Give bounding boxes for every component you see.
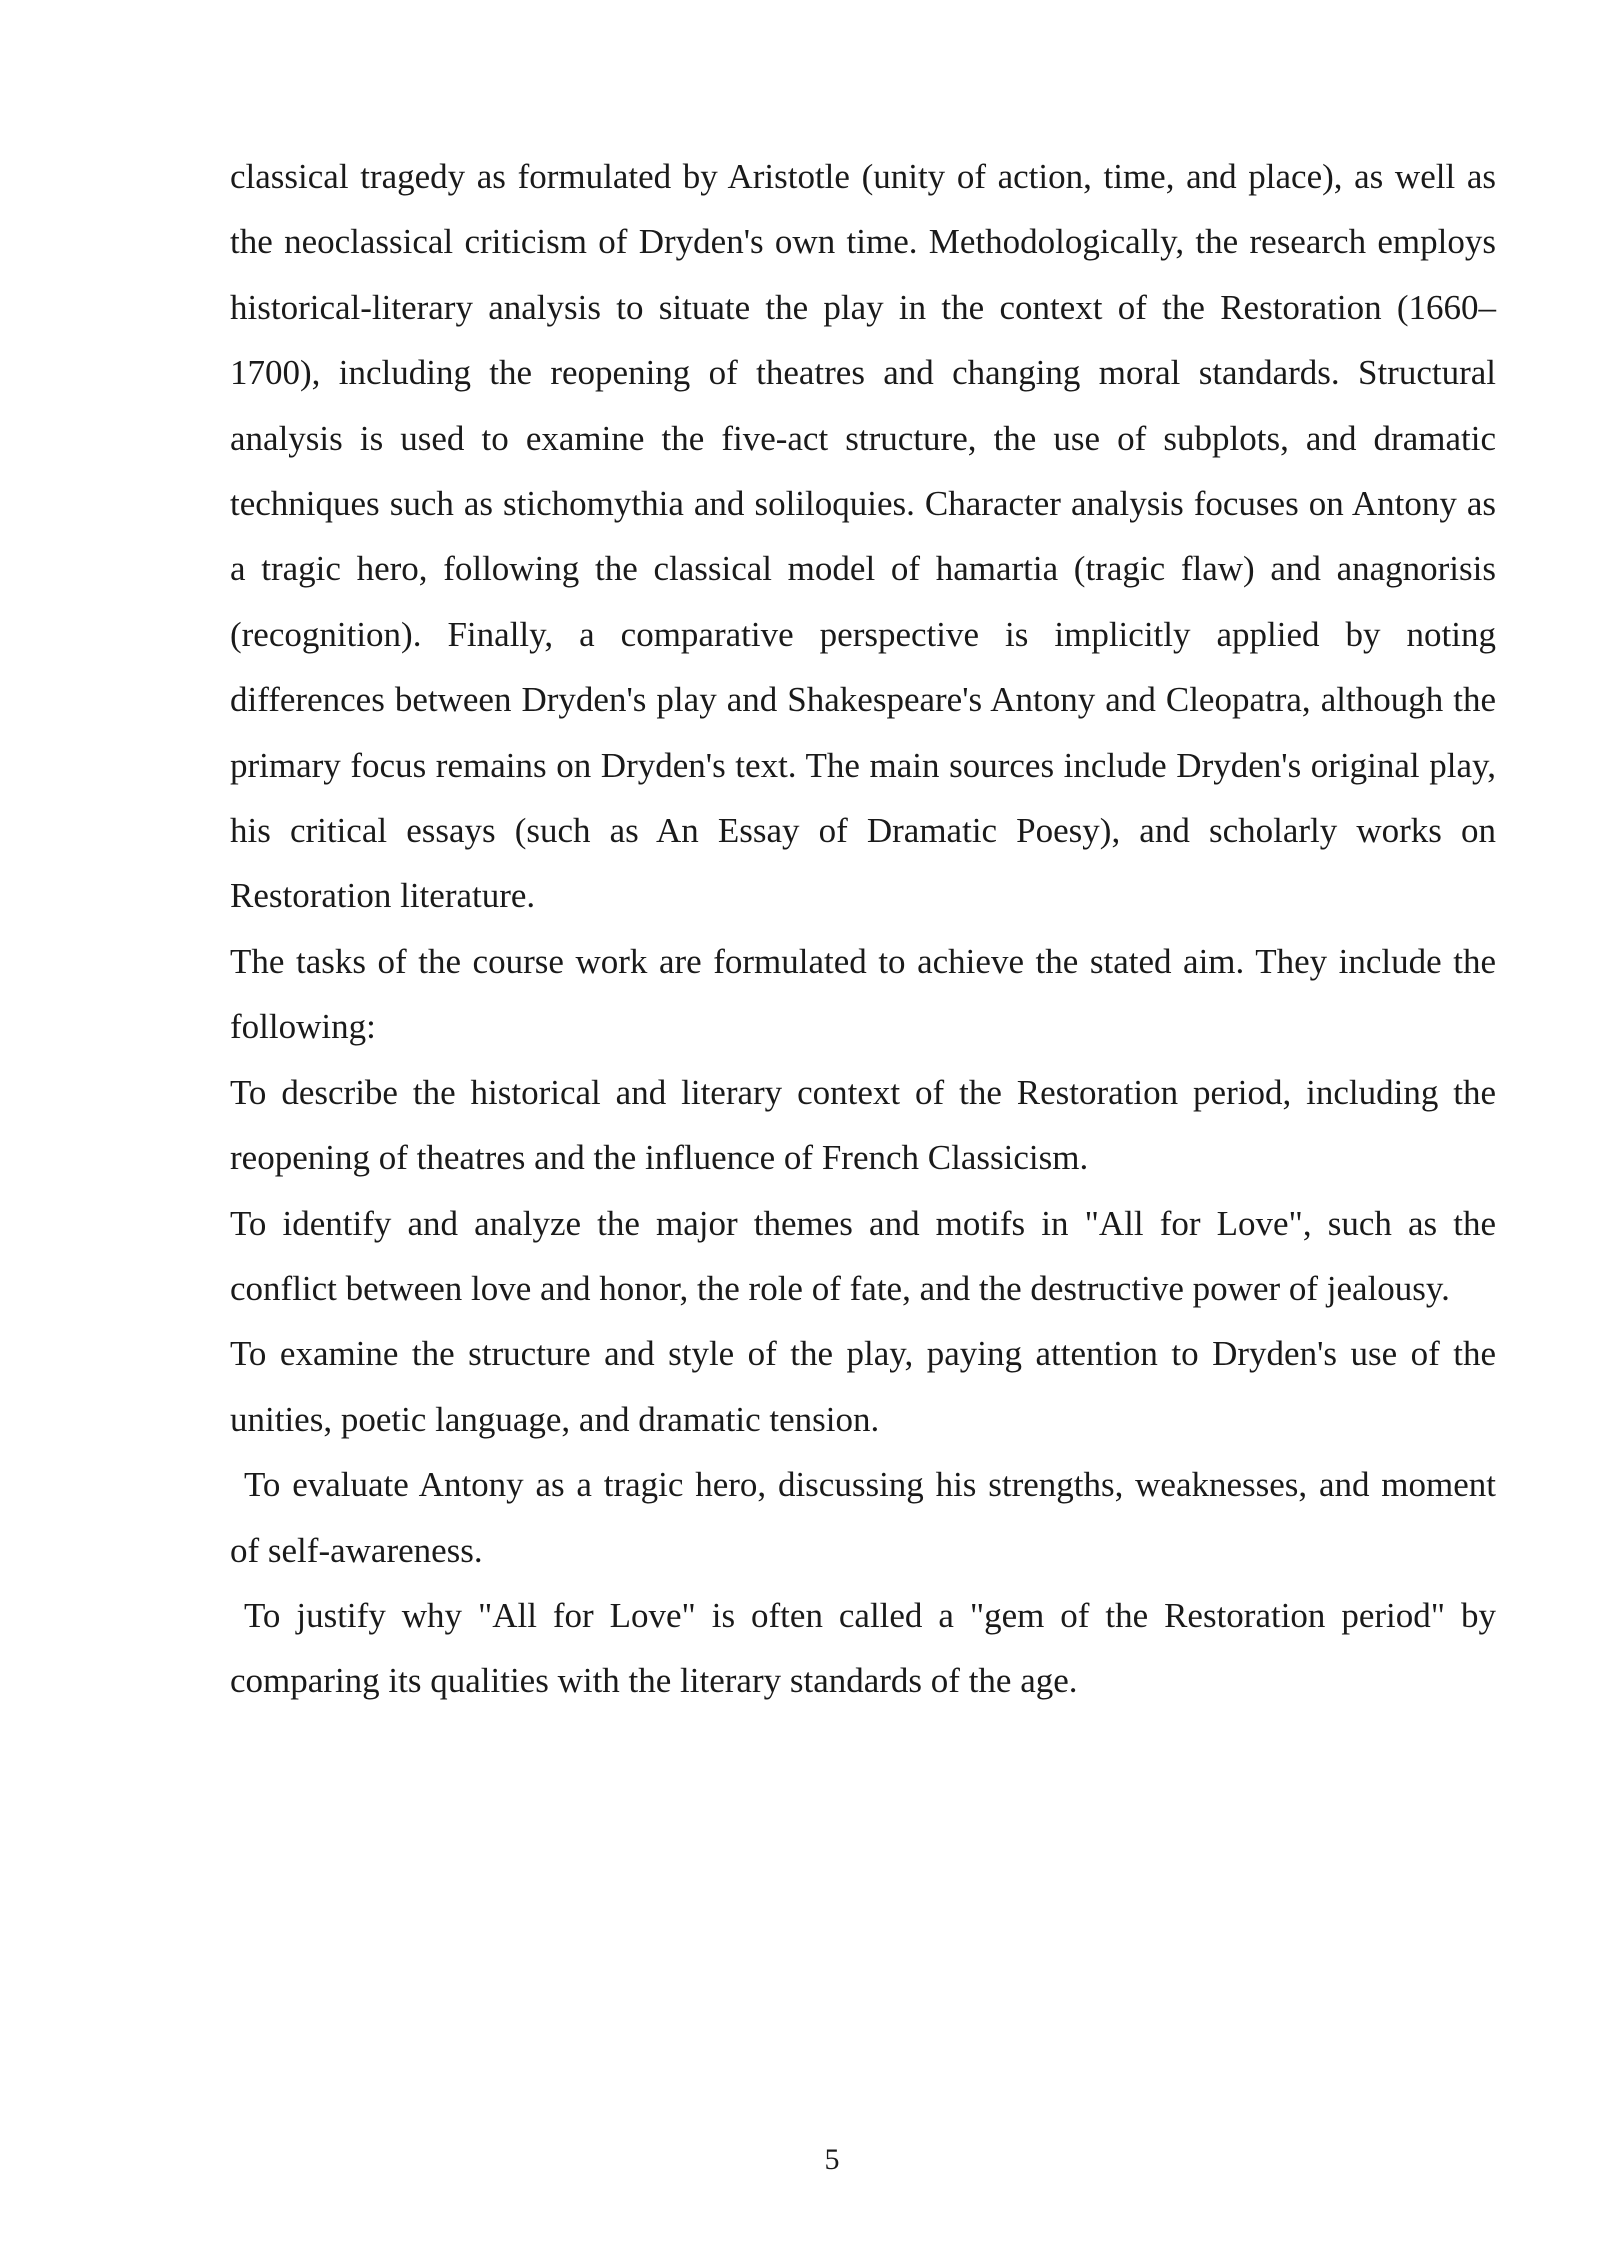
body-text xyxy=(230,144,1496,1714)
tasks-intro-paragraph: The tasks of the course work are formulated to achieve the stated aim. They include the following: xyxy=(230,941,1496,1047)
page-number: 5 xyxy=(824,2143,840,2176)
task-item-themes: To identify and analyze the major themes and motifs in "All for Love", such as the conflict between love and honor, the role of fate, and the destructive power of jealousy. xyxy=(230,1203,1496,1308)
methodology-paragraph: classical tragedy as formulated by Aristotle (unity of action, time, and place), as well as the neoclassical criticism of Dryden's own time. Methodologically, the research employs historical-literary analysis to situate the play in the context of the Restoration (1660–1700), including the reopening of theatres and changing moral standards. Structural analysis is used to examine the five-act structure, the use of subplots, and dramatic techniques such as stichomythia and soliloquies. Character analysis focuses on Antony as a tragic hero, following the classical model of hamartia (tragic flaw) and anagnorisis (recognition). Finally, a comparative perspective is implicitly applied by noting differences between Dryden's play and Shakespeare's Antony and Cleopatra, although the primary focus remains on Dryden's text. The main sources include Dryden's original play, his critical essays (such as An Essay of Dramatic Poesy), and scholarly works on Restoration literature. xyxy=(230,157,1496,916)
task-item-justification: To justify why "All for Love" is often called a "gem of the Restoration period" by comparing its qualities with the literary standards of the age. xyxy=(230,1595,1496,1701)
task-item-structure: To examine the structure and style of the play, paying attention to Dryden's use of the unities, poetic language, and dramatic tension. xyxy=(230,1334,1496,1439)
task-item-context: To describe the historical and literary context of the Restoration period, including the reopening of theatres and the influence of French Classicism. xyxy=(230,1072,1496,1178)
task-item-tragic-hero: To evaluate Antony as a tragic hero, discussing his strengths, weaknesses, and moment of self-awareness. xyxy=(230,1465,1496,1570)
